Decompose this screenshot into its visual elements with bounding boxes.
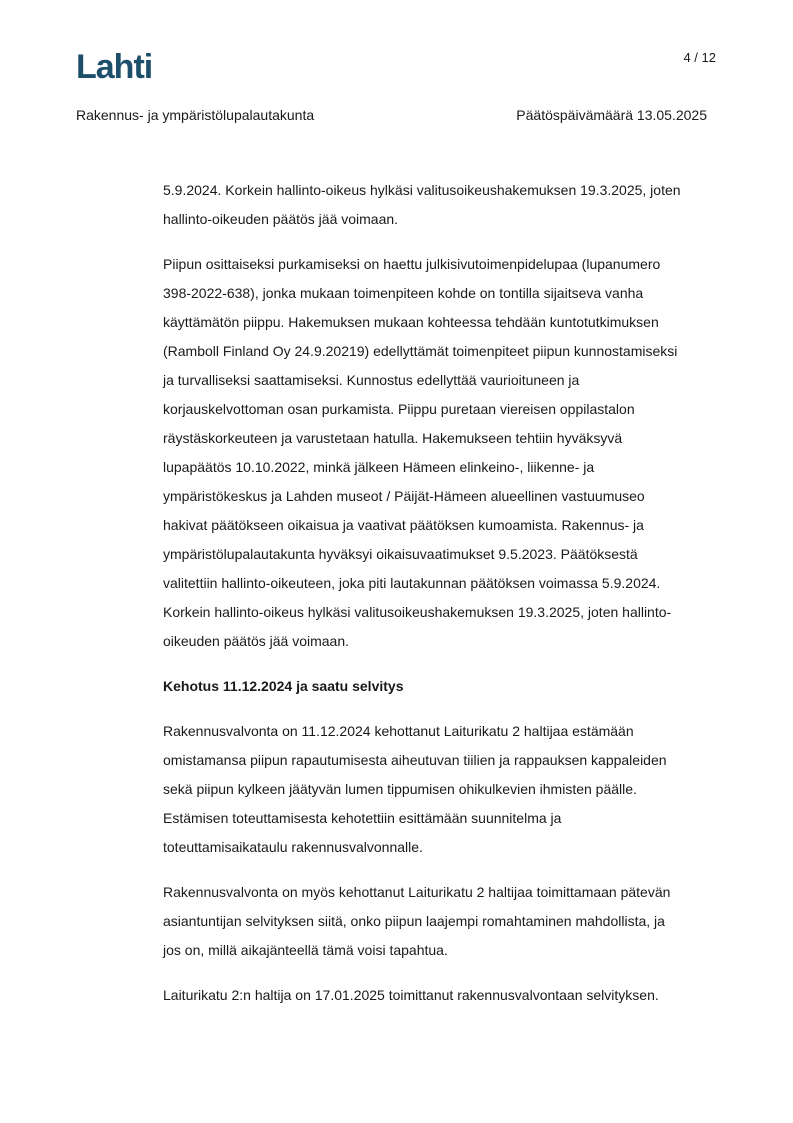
text-line: 398-2022-638), jonka mukaan toimenpiteen kohde on tontilla sijaitseva vanha [163, 285, 644, 301]
paragraph [163, 250, 723, 656]
text-line: hallinto-oikeuden päätös jää voimaan. [163, 211, 399, 227]
text-line: ja turvalliseksi saattamiseksi. Kunnostus edellyttää vaurioituneen ja [163, 372, 580, 388]
paragraph [163, 878, 723, 965]
text-line: 5.9.2024. Korkein hallinto-oikeus hylkäsi valitusoikeushakemuksen 19.3.2025, joten [163, 182, 681, 198]
text-line: Rakennusvalvonta on 11.12.2024 kehottanut Laiturikatu 2 haltijaa estämään [163, 723, 634, 739]
logo-text: Lahti [76, 48, 153, 82]
document-body [163, 176, 723, 1026]
paragraph [163, 981, 723, 1010]
lahti-logo-mark [76, 48, 168, 82]
paragraph [163, 176, 723, 234]
text-line: Estämisen toteuttamisesta kehotettiin esittämään suunnitelma ja [163, 810, 562, 826]
text-line: räystäskorkeuteen ja varustetaan hatulla. Hakemukseen tehtiin hyväksyvä [163, 430, 623, 446]
text-line: asiantuntijan selvityksen siitä, onko piipun laajempi romahtaminen mahdollista, ja [163, 913, 665, 929]
text-line: toteuttamisaikataulu rakennusvalvonnalle. [163, 839, 423, 855]
committee-name: Rakennus- ja ympäristölupalautakunta [76, 107, 315, 123]
text-line: lupapäätös 10.10.2022, minkä jälkeen Hämeen elinkeino-, liikenne- ja [163, 459, 595, 475]
text-line: ympäristökeskus ja Lahden museot / Päijät-Hämeen alueellinen vastuumuseo [163, 488, 645, 504]
text-line: (Ramboll Finland Oy 24.9.20219) edellyttämät toimenpiteet piipun kunnostamiseksi [163, 343, 678, 359]
text-line: oikeuden päätös jää voimaan. [163, 633, 350, 649]
text-line: Laiturikatu 2:n haltija on 17.01.2025 toimittanut rakennusvalvontaan selvityksen. [163, 987, 659, 1003]
paragraph [163, 717, 723, 862]
text-line: Rakennusvalvonta on myös kehottanut Laiturikatu 2 haltijaa toimittamaan pätevän [163, 884, 671, 900]
section-heading: Kehotus 11.12.2024 ja saatu selvitys [163, 678, 404, 694]
text-line: jos on, millä aikajänteellä tämä voisi tapahtua. [163, 942, 448, 958]
text-line: sekä piipun kylkeen jäätyvän lumen tippumisen ohikulkevien ihmisten päälle. [163, 781, 637, 797]
page-number: 4 / 12 [683, 50, 716, 65]
decision-date: Päätöspäivämäärä 13.05.2025 [516, 107, 707, 123]
text-line: Piipun osittaiseksi purkamiseksi on haettu julkisivutoimenpidelupaa (lupanumero [163, 256, 661, 272]
text-line: omistamansa piipun rapautumisesta aiheutuvan tiilien ja rappauksen kappaleiden [163, 752, 667, 768]
text-line: Korkein hallinto-oikeus hylkäsi valitusoikeushakemuksen 19.3.2025, joten hallinto- [163, 604, 672, 620]
text-line: ympäristölupalautakunta hyväksyi oikaisuvaatimukset 9.5.2023. Päätöksestä [163, 546, 638, 562]
text-line: korjauskelvottoman osan purkamista. Piippu puretaan viereisen oppilastalon [163, 401, 635, 417]
text-line: hakivat päätökseen oikaisua ja vaativat päätöksen kumoamista. Rakennus- ja [163, 517, 644, 533]
text-line: valitettiin hallinto-oikeuteen, joka piti lautakunnan päätöksen voimassa 5.9.2024. [163, 575, 661, 591]
text-line: käyttämätön piippu. Hakemuksen mukaan kohteessa tehdään kuntotutkimuksen [163, 314, 659, 330]
lahti-logo [76, 48, 168, 87]
